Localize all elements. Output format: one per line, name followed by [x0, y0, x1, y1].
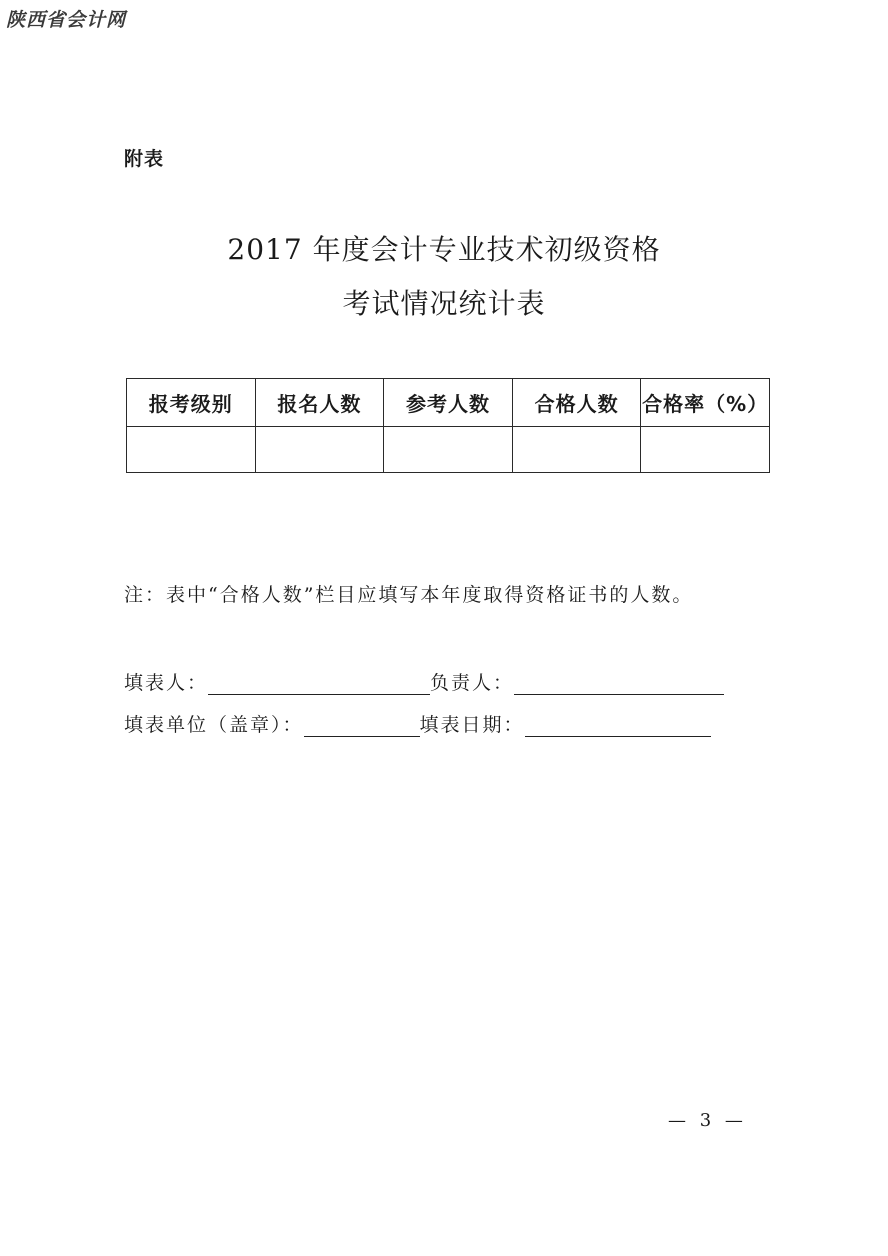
- filler-label: 填表人：: [124, 672, 209, 694]
- filler-blank[interactable]: [208, 672, 430, 695]
- header-registered-count: 报名人数: [255, 379, 384, 427]
- responsible-blank[interactable]: [514, 672, 724, 695]
- date-blank[interactable]: [525, 714, 711, 737]
- unit-blank[interactable]: [304, 714, 420, 737]
- page-title-line2: 考试情况统计表: [342, 287, 546, 320]
- responsible-label: 负责人：: [430, 672, 515, 694]
- header-exam-level: 报考级别: [127, 379, 256, 427]
- header-passed-count: 合格人数: [512, 379, 641, 427]
- table-cell[interactable]: [255, 427, 384, 473]
- header-attended-count: 参考人数: [384, 379, 513, 427]
- statistics-table: [126, 378, 770, 473]
- attachment-label: 附表: [124, 148, 165, 170]
- table-cell[interactable]: [512, 427, 641, 473]
- form-row-unit-date: [124, 710, 711, 737]
- form-row-signatures: [124, 668, 724, 695]
- unit-label: 填表单位（盖章）：: [124, 714, 304, 736]
- table-row: [127, 427, 770, 473]
- table-header-row: [127, 379, 770, 427]
- header-pass-rate: 合格率（%）: [641, 379, 770, 427]
- date-label: 填表日期：: [419, 714, 525, 736]
- table-cell[interactable]: [641, 427, 770, 473]
- watermark-logo: 陕西省会计网: [6, 9, 127, 31]
- page-title-line1: 2017 年度会计专业技术初级资格: [227, 233, 661, 266]
- page-number: — 3 —: [668, 1110, 747, 1131]
- table-cell[interactable]: [384, 427, 513, 473]
- table-note: 注：表中“合格人数”栏目应填写本年度取得资格证书的人数。: [124, 584, 694, 606]
- table-cell[interactable]: [127, 427, 256, 473]
